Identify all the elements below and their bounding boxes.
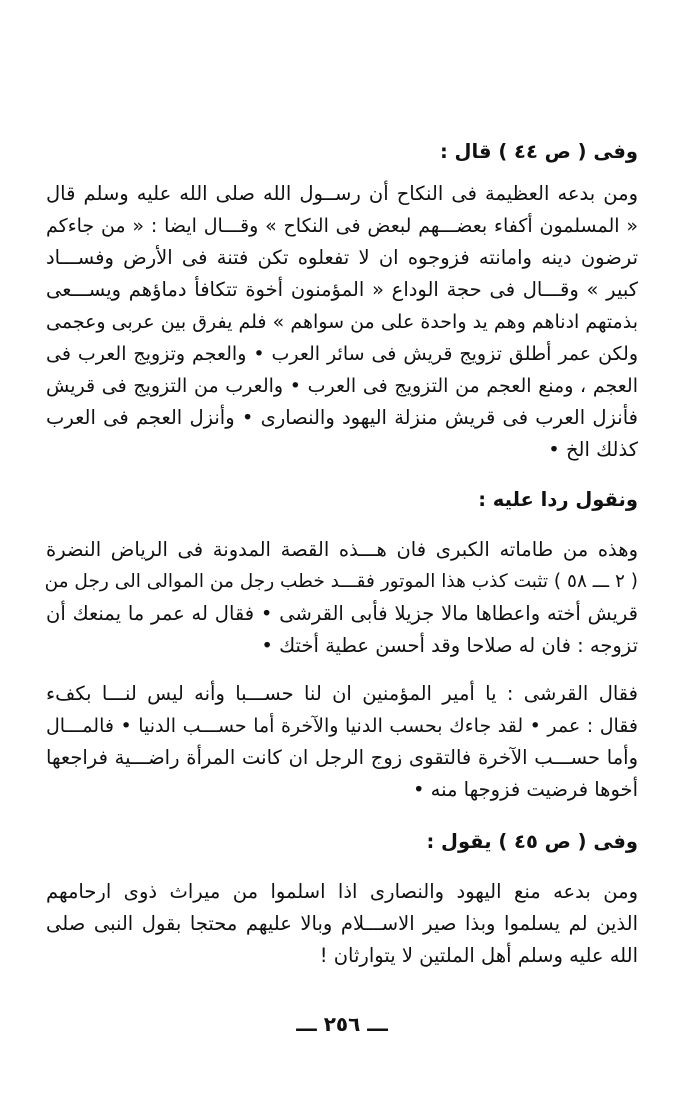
section-heading: وفى ( ص ٤٤ ) قال : <box>439 140 638 163</box>
section-heading: ونقول ردا عليه : <box>478 488 638 511</box>
paragraph-line: ترضون دينه وامانته فزوجوه ان لا تفعلوه تكن فتنة فى الأرض وفســـاد <box>46 246 638 269</box>
paragraph-line: قريش أخته واعطاها مالا جزيلا فأبى القرشى • فقال له عمر ما يمنعك أن <box>46 602 638 625</box>
paragraph-line: الذين لم يسلموا وبذا صير الاســـلام وبالا عليهم محتجا بقول النبى صلى <box>46 912 638 935</box>
section-heading: وفى ( ص ٤٥ ) يقول : <box>426 830 638 853</box>
paragraph-line: الله عليه وسلم أهل الملتين لا يتوارثان ! <box>319 944 638 967</box>
paragraph-line: بذمتهم ادناهم وهم يد واحدة على من سواهم » فلم يفرق بين عربى وعجمى <box>46 311 638 333</box>
paragraph-line: العجم ، ومنع العجم من التزويج فى العرب • والعرب من التزويج فى قريش <box>46 375 638 397</box>
paragraph-line: وأما حســـب الآخرة فالتقوى زوج الرجل ان كانت المرأة راضـــية فراجعها <box>46 746 638 769</box>
paragraph-line: « المسلمون أكفاء بعضـــهم لبعض فى النكاح » وقـــال ايضا : « من جاءكم <box>46 215 638 237</box>
paragraph-line: ومن بدعه منع اليهود والنصارى اذا اسلموا من ميراث ذوى ارحامهم <box>46 880 638 903</box>
paragraph-line: ومن بدعه العظيمة فى النكاح أن رســول الله صلى الله عليه وسلم قال <box>46 182 638 205</box>
paragraph-line: فقال : عمر • لقد جاءك بحسب الدنيا والآخرة أما حســـب الدنيا • فالمـــال <box>46 715 638 737</box>
paragraph-line: ( ٢ ـــ ٥٨ ) تثبت كذب هذا الموتور فقـــد خطب رجل من الموالى الى رجل من <box>44 571 638 592</box>
paragraph-line: ولكن عمر أطلق تزويج قريش فى سائر العرب • والعجم وتزويج العرب فى <box>46 343 638 365</box>
page-number: ـــ ٢٥٦ ـــ <box>296 1012 388 1036</box>
paragraph-line: فأنزل العرب فى قريش منزلة اليهود والنصارى • وأنزل العجم فى العرب <box>46 406 638 429</box>
paragraph-line: كذلك الخ • <box>548 438 638 461</box>
paragraph-line: وهذه من طاماته الكبرى فان هـــذه القصة المدونة فى الرياض النضرة <box>46 538 638 561</box>
paragraph-line: كبير » وقـــال فى حجة الوداع « المؤمنون أخوة تتكافأ دماؤهم ويســـعى <box>46 278 638 301</box>
paragraph-line: فقال القرشى : يا أمير المؤمنين ان لنا حســـبا وأنه ليس لنـــا بكفء <box>46 682 638 705</box>
paragraph-line: أخوها فرضيت فزوجها منه • <box>412 778 638 801</box>
paragraph-line: تزوجه : فان له صلاحا وقد أحسن عطية أختك • <box>261 634 638 657</box>
